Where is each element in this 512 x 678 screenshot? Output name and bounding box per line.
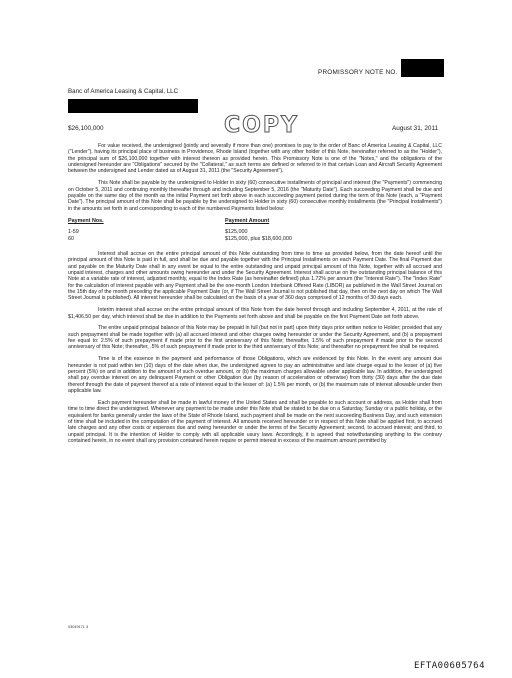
payment-schedule-table (68, 218, 442, 243)
table-header-payment-amount: Payment Amount (225, 217, 270, 224)
paragraph-interest: Interest shall accrue on the entire principal amount of this Note outstanding from time to time as provided below, from the date hereof until the principal amount of this Note is paid in full, and shall be due and payable together with the Principal Installments on each Payment Date. The final Payment due and payable on the Maturity Date shall in any event be equal to the entire outstanding and unpaid principal amount of this Note, together with all accrued and unpaid interest, charges and other amounts owing hereunder and under the Security Agreement. Interest shall accrue on the outstanding principal balance of this Note at a variable rate of interest, adjusted monthly, equal to the Index Rate (as hereinafter defined) plus 1.72% per annum (the "Interest Rate"). The "Index Rate" for the calculation of interest payable with any Payment shall be the one-month London Interbank Offered Rate (LIBOR) as published in the Wall Street Journal on the 15th day of the month preceding the applicable Payment Date (or, if The Wall Street Journal is not published that day, then on the next day on which The Wall Street Journal is published). All interest hereunder shall be calculated on the basis of a year of 360 days comprised of 12 months of 30 days each. (68, 250, 442, 302)
copy-stamp: COPY (224, 113, 299, 138)
note-body (68, 143, 442, 450)
redaction-box-borrower (68, 99, 198, 113)
table-row (68, 236, 442, 243)
table-row (68, 229, 442, 236)
table-cell-payment-amount: $125,000, plus $18,600,000 (225, 235, 292, 242)
paragraph-interim-interest: Interim interest shall accrue on the entire principal amount of this Note from the date hereof through and including September 4, 2011, at the rate of $1,406.50 per day, which interest shall be due in addition to the Payments set forth above and shall be payable on the first Payment Date set forth above. (68, 307, 442, 320)
paragraph-consideration: For value received, the undersigned (jointly and severally if more than one) promises to pay to the order of Banc of America Leasing & Capital, LLC ("Lender"), having its principal place of business in Providence, Rhode Island (together with any other holder of this Note, hereinafter referred to as the "Holder"), the principal sum of $26,100,000 together with interest thereon as provided herein. This Promissory Note is one of the "Notes," and the obligations of the undersigned hereunder are "Obligations" secured by the "Collateral," as such terms are defined or referred to in that certain Loan and Aircraft Security Agreement between the undersigned and Lender dated as of August 31, 2011 (the "Security Agreement"). (68, 143, 442, 175)
lender-name: Banc of America Leasing & Capital, LLC (68, 88, 179, 95)
document-code: 03049171 3 (68, 625, 89, 629)
paragraph-payments: This Note shall be payable by the undersigned to Holder in sixty (60) consecutive installments of principal and interest (the "Payments") commencing on October 5, 2011 and continuing monthly thereafter through and including September 5, 2016 (the "Maturity Date"). Each succeeding Payment shall be due and payable on the same day of the month as the initial Payment set forth above in each succeeding payment period during the term of this Note (each, a "Payment Date"). The principal amount of this Note shall be payable by the undersigned to Holder in sixty (60) consecutive monthly installments (the "Principal Installments") in the amounts set forth in and corresponding to each of the numbered Payments listed below: (68, 180, 442, 212)
paragraph-late-charges: Time is of the essence in the payment and performance of those Obligations, which are evidenced by this Note. In the event any amount due hereunder is not paid within ten (10) days of the date when due, the undersigned agrees to pay an administrative and late charge equal to the lesser of (a) five percent (5%) on and in addition to the amount of such overdue amount, or (b) the maximum charges allowable under applicable law. In addition, the undersigned shall pay overdue interest on any delinquent Payment or other Obligation due (by reason of acceleration or otherwise) from thirty (30) days after the due date thereof through the date of payment thereof at a rate of interest equal to the lesser of: (a) 1.5% per month, or (b) the maximum rate of interest allowable under then applicable law. (68, 356, 442, 394)
redaction-box-note-number (401, 59, 444, 77)
principal-amount: $26,100,000 (68, 125, 104, 132)
paragraph-payment-terms: Each payment hereunder shall be made in lawful money of the United States and shall be payable to such account or address, as Holder shall from time to time direct the undersigned. Whenever any payment to be made under this Note shall be stated to be due on a Saturday, Sunday or a public holiday, or the equivalent for banks generally under the laws of the State of Rhode Island, such payment shall be made on the next succeeding Business Day, and such extension of time shall be included in the computation of the payment of interest. All amounts received hereunder or in respect of this Note shall be applied first, to accrued late charges and any other costs or expenses due and owing hereunder or under the terms of the Security Agreement; second, to accrued interest; and third, to unpaid principal. It is the intention of Holder to comply with all applicable usury laws. Accordingly, it is agreed that notwithstanding anything to the contrary contained herein, in no event shall any provision contained herein require or permit interest in excess of the maximum amount permitted by (68, 399, 442, 444)
paragraph-prepayment: The entire unpaid principal balance of this Note may be prepaid in full (but not in part) upon thirty days prior written notice to Holder; provided that any such prepayment shall be made together with (a) all accrued interest and other charges owing hereunder or under the Security Agreement, and (b) a prepayment fee equal to: 2.5% of such prepayment if made prior to the first anniversary of this Note; thereafter, 1.5% of such prepayment if made prior to the second anniversary of this Note; thereafter, .5% of such prepayment if made prior to the third anniversary of this Note; and thereafter no prepayment fee shall be required. (68, 325, 442, 351)
table-header-row (68, 218, 442, 225)
bates-number: EFTA00605764 (414, 661, 486, 671)
table-cell-payment-nos: 60 (68, 235, 74, 242)
table-header-payment-nos: Payment Nos. (68, 217, 104, 224)
document-title: PROMISSORY NOTE NO. (318, 69, 398, 76)
table-cell-payment-amount: $125,000 (225, 228, 248, 235)
table-cell-payment-nos: 1-59 (68, 228, 79, 235)
note-date: August 31, 2011 (392, 125, 439, 132)
